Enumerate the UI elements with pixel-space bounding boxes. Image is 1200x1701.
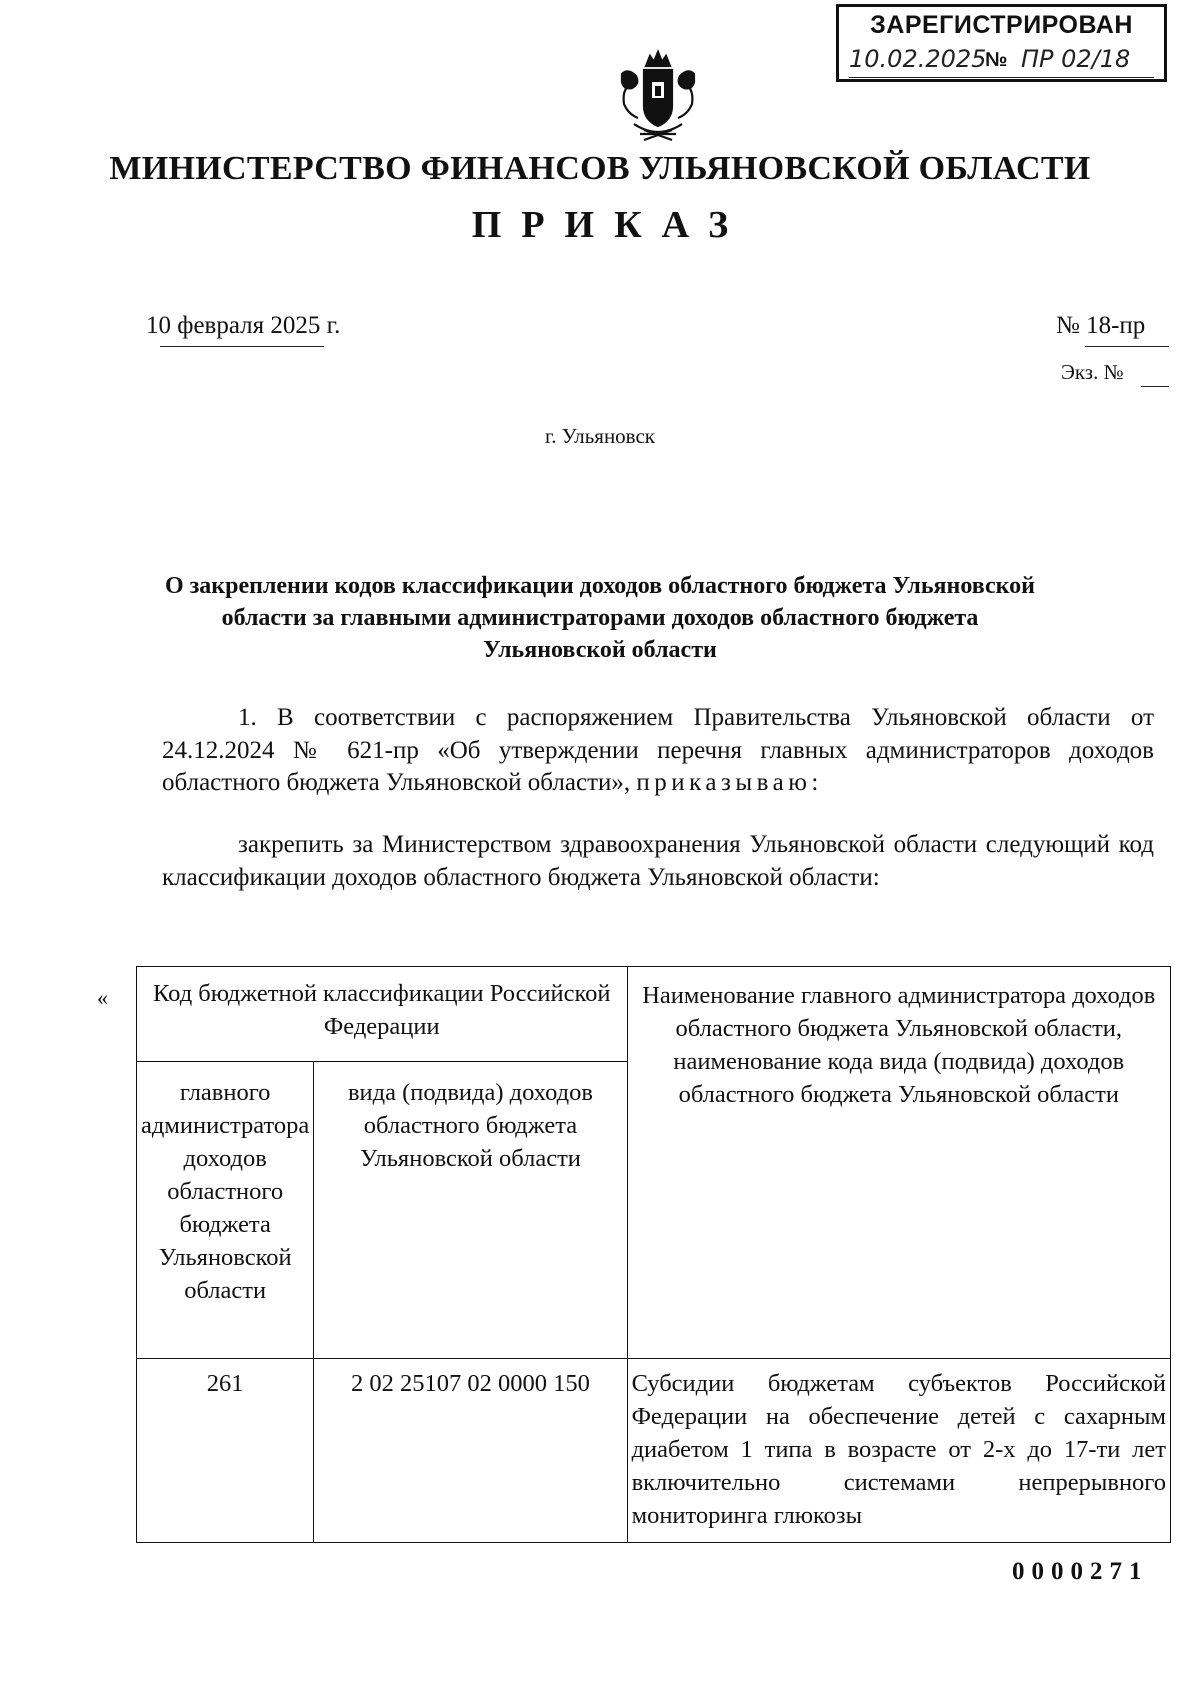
income-name-cell: Субсидии бюджетам субъектов Российской Федерации на обеспечение детей с сахарным диабетом 1 типа в возрасте от 2-х до 17-ти лет включительно системами непрерывного мониторинга глюкозы bbox=[627, 1359, 1170, 1543]
stamp-line bbox=[849, 45, 1154, 79]
header-name-cell: Наименование главного администратора доходов областного бюджета Ульяновской области, наименование кода вида (подвида) доходов областного бюджета Ульяновской области bbox=[627, 967, 1170, 1359]
copy-number-blank bbox=[1141, 386, 1169, 387]
stamp-title: ЗАРЕГИСТРИРОВАН bbox=[870, 11, 1133, 39]
header-admin-cell: главного администратора доходов областного бюджета Ульяновской области bbox=[137, 1062, 314, 1359]
income-codes-table bbox=[136, 966, 1171, 1543]
document-title: О закреплении кодов классификации доходов областного бюджета Ульяновской области за главными администраторами доходов областного бюджета Ульяновской области bbox=[164, 573, 1036, 663]
table-row bbox=[137, 1359, 1171, 1543]
admin-code-cell: 261 bbox=[137, 1359, 314, 1543]
number-underline bbox=[1085, 346, 1169, 347]
ministry-name: МИНИСТЕРСТВО ФИНАНСОВ УЛЬЯНОВСКОЙ ОБЛАСТИ bbox=[109, 150, 1091, 187]
paragraph-1 bbox=[162, 702, 1154, 800]
document-type: ПРИКАЗ bbox=[471, 204, 749, 246]
document-serial-number: 0000271 bbox=[1012, 1558, 1149, 1585]
coat-of-arms-icon bbox=[608, 44, 708, 152]
stamp-number-label: № bbox=[985, 49, 1008, 71]
header-group-cell: Код бюджетной классификации Российской Федерации bbox=[137, 967, 628, 1062]
income-code-cell: 2 02 25107 02 0000 150 bbox=[314, 1359, 627, 1543]
table-header-row-1 bbox=[137, 967, 1171, 1062]
header-income-cell: вида (подвида) доходов областного бюджета Ульяновской области bbox=[314, 1062, 627, 1359]
date-underline bbox=[160, 346, 324, 347]
order-word: приказываю: bbox=[636, 769, 823, 796]
paragraph-1-text: 1. В соответствии с распоряжением Правительства Ульяновской области от 24.12.2024 № 621-пр «Об утверждении перечня главных администраторов доходов областного бюджета Ульяновской области», bbox=[162, 704, 1154, 796]
opening-quote: « bbox=[97, 985, 108, 1010]
copy-number-label: Экз. № bbox=[1061, 360, 1124, 384]
document-date: 10 февраля 2025 г. bbox=[146, 312, 341, 339]
stamp-number: ПР 02/18 bbox=[1021, 45, 1131, 73]
paragraph-2: закрепить за Министерством здравоохранения Ульяновской области следующий код классификации доходов областного бюджета Ульяновской области: bbox=[162, 831, 1154, 891]
document-number: № 18-пр bbox=[1056, 312, 1146, 339]
registration-stamp bbox=[836, 4, 1167, 82]
city: г. Ульяновск bbox=[544, 424, 655, 448]
stamp-underline bbox=[849, 77, 1154, 78]
stamp-date: 10.02.2025 bbox=[849, 45, 987, 73]
